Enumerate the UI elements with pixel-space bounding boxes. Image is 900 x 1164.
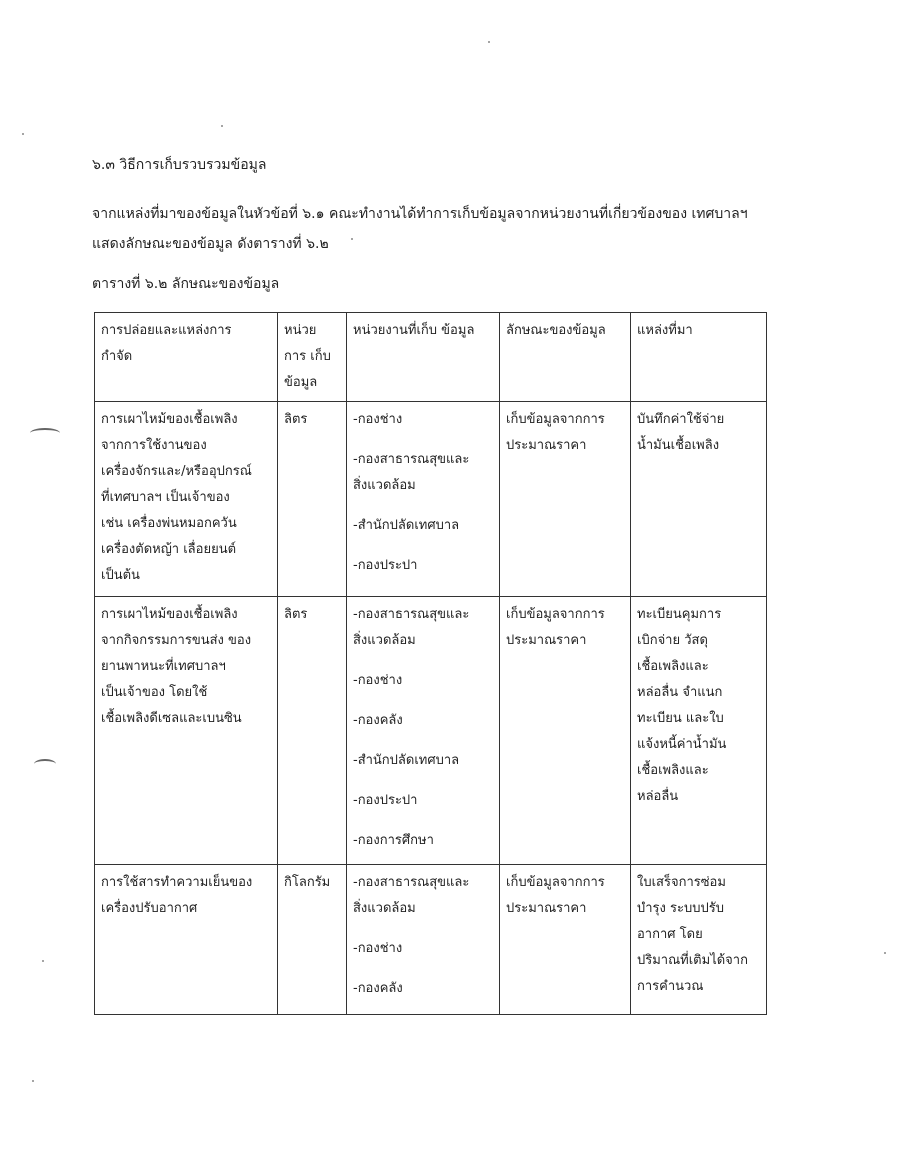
cell-line: ที่เทศบาลฯ เป็นเจ้าของ [101,490,230,505]
header-line: แหล่งที่มา [637,323,693,338]
cell-unit: ลิตร [278,402,347,597]
agency-line: -กองสาธารณสุขและ [353,875,470,890]
header-agency [347,313,500,402]
cell-line: การใช้สารทำความเย็นของ [101,875,253,890]
cell-line: เครื่องปรับอากาศ [101,901,198,916]
scan-mark [30,428,60,438]
agency-entry [353,553,493,579]
cell-line: แจ้งหนี้ค่าน้ำมัน [637,737,727,752]
cell-characteristic [500,402,631,597]
header-line: การ เก็บ [284,349,331,364]
header-characteristic [500,313,631,402]
scan-speck [488,41,490,43]
cell-emission-source [95,402,278,597]
cell-line: จากการใช้งานของ [101,438,207,453]
cell-line: บันทึกค่าใช้จ่าย [637,412,725,427]
cell-line: ประมาณราคา [506,633,587,648]
agency-entry [353,668,493,694]
agency-entry [353,407,493,433]
section-heading: ๖.๓ วิธีการเก็บรวบรวมข้อมูล [92,157,267,173]
cell-line: การคำนวณ [637,979,704,994]
scan-speck [221,125,223,127]
header-line: หน่วย [284,323,317,338]
cell-line: น้ำมันเชื้อเพลิง [637,438,720,453]
cell-line: เครื่องจักรและ/หรืออุปกรณ์ [101,464,252,479]
cell-line: อากาศ โดย [637,927,703,942]
cell-line: หล่อลื่น จำแนก [637,685,723,700]
agency-line: สิ่งแวดล้อม [353,901,416,916]
header-line: ข้อมูล [284,375,318,390]
cell-line: เป็นต้น [101,568,140,583]
agency-entry [353,447,493,499]
agency-line: -กองช่าง [353,941,403,956]
cell-line: ปริมาณที่เติมได้จาก [637,953,748,968]
cell-line: การเผาไหม้ของเชื้อเพลิง [101,412,238,427]
agency-entry [353,976,493,1002]
agency-entry [353,708,493,734]
cell-emission-source [95,597,278,865]
header-emission-source [95,313,278,402]
cell-line: เชื้อเพลิงและ [637,659,709,674]
agency-line: -กองประปา [353,558,418,573]
cell-line: เชื้อเพลิงดีเซลและเบนซิน [101,711,242,726]
cell-unit: ลิตร [278,597,347,865]
scan-speck [32,1080,34,1082]
scan-speck [22,133,24,135]
scan-mark [34,759,56,769]
agency-line: -กองคลัง [353,981,403,996]
header-line: หน่วยงานที่เก็บ ข้อมูล [353,323,475,338]
paragraph-line: จากแหล่งที่มาของข้อมูลในหัวข้อที่ ๖.๑ คณะทำงานได้ทำการเก็บข้อมูลจากหน่วยงานที่เกี่ยวข้องของ เทศบาลฯ [92,206,748,222]
agency-entry [353,748,493,774]
agency-line: -กองคลัง [353,713,403,728]
agency-line: -กองสาธารณสุขและ [353,607,470,622]
agency-line: -กองช่าง [353,412,403,427]
cell-line: หล่อลื่น [637,789,679,804]
cell-line: เครื่องตัดหญ้า เลื่อยยนต์ [101,542,237,557]
agency-line: -กองช่าง [353,673,403,688]
cell-line: เก็บข้อมูลจากการ [506,607,605,622]
cell-emission-source [95,865,278,1015]
table-row [95,597,767,865]
cell-line: บำรุง ระบบปรับ [637,901,724,916]
intro-paragraph [92,199,812,259]
cell-line: ทะเบียน และใบ [637,711,724,726]
cell-agencies [347,402,500,597]
scan-speck [884,952,886,954]
header-origin [631,313,767,402]
cell-line: เป็นเจ้าของ โดยใช้ [101,685,208,700]
header-unit [278,313,347,402]
data-characteristics-table [94,312,767,1015]
agency-entry [353,788,493,814]
agency-line: -สำนักปลัดเทศบาล [353,753,460,768]
agency-line: -สำนักปลัดเทศบาล [353,518,460,533]
table-caption: ตารางที่ ๖.๒ ลักษณะของข้อมูล [92,276,280,292]
cell-agencies [347,865,500,1015]
agency-entry [353,870,493,922]
scan-speck [351,238,353,240]
cell-line: เชื้อเพลิงและ [637,763,709,778]
cell-origin [631,402,767,597]
cell-line: การเผาไหม้ของเชื้อเพลิง [101,607,238,622]
agency-entry [353,602,493,654]
paragraph-line: แสดงลักษณะของข้อมูล ดังตารางที่ ๖.๒ [92,236,329,252]
cell-line: ประมาณราคา [506,438,587,453]
scan-speck [42,960,44,962]
agency-line: -กองสาธารณสุขและ [353,452,470,467]
cell-characteristic [500,865,631,1015]
agency-line: -กองประปา [353,793,418,808]
cell-line: เก็บข้อมูลจากการ [506,412,605,427]
cell-line: จากกิจกรรมการขนส่ง ของ [101,633,252,648]
cell-line: ทะเบียนคุมการ [637,607,722,622]
cell-agencies [347,597,500,865]
agency-entry [353,513,493,539]
cell-line: เก็บข้อมูลจากการ [506,875,605,890]
cell-line: ประมาณราคา [506,901,587,916]
cell-line: เช่น เครื่องพ่นหมอกควัน [101,516,237,531]
cell-line: เบิกจ่าย วัสดุ [637,633,708,648]
agency-line: -กองการศึกษา [353,833,434,848]
agency-entry [353,828,493,854]
header-line: กำจัด [101,349,133,364]
table-row [95,865,767,1015]
cell-line: ยานพาหนะที่เทศบาลฯ [101,659,226,674]
header-line: ลักษณะของข้อมูล [506,323,606,338]
cell-origin [631,597,767,865]
table-row [95,402,767,597]
agency-entry [353,936,493,962]
cell-unit: กิโลกรัม [278,865,347,1015]
header-line: การปล่อยและแหล่งการ [101,323,232,338]
cell-characteristic [500,597,631,865]
agency-line: สิ่งแวดล้อม [353,633,416,648]
cell-origin [631,865,767,1015]
agency-line: สิ่งแวดล้อม [353,478,416,493]
cell-line: ใบเสร็จการซ่อม [637,875,726,890]
table-header-row [95,313,767,402]
